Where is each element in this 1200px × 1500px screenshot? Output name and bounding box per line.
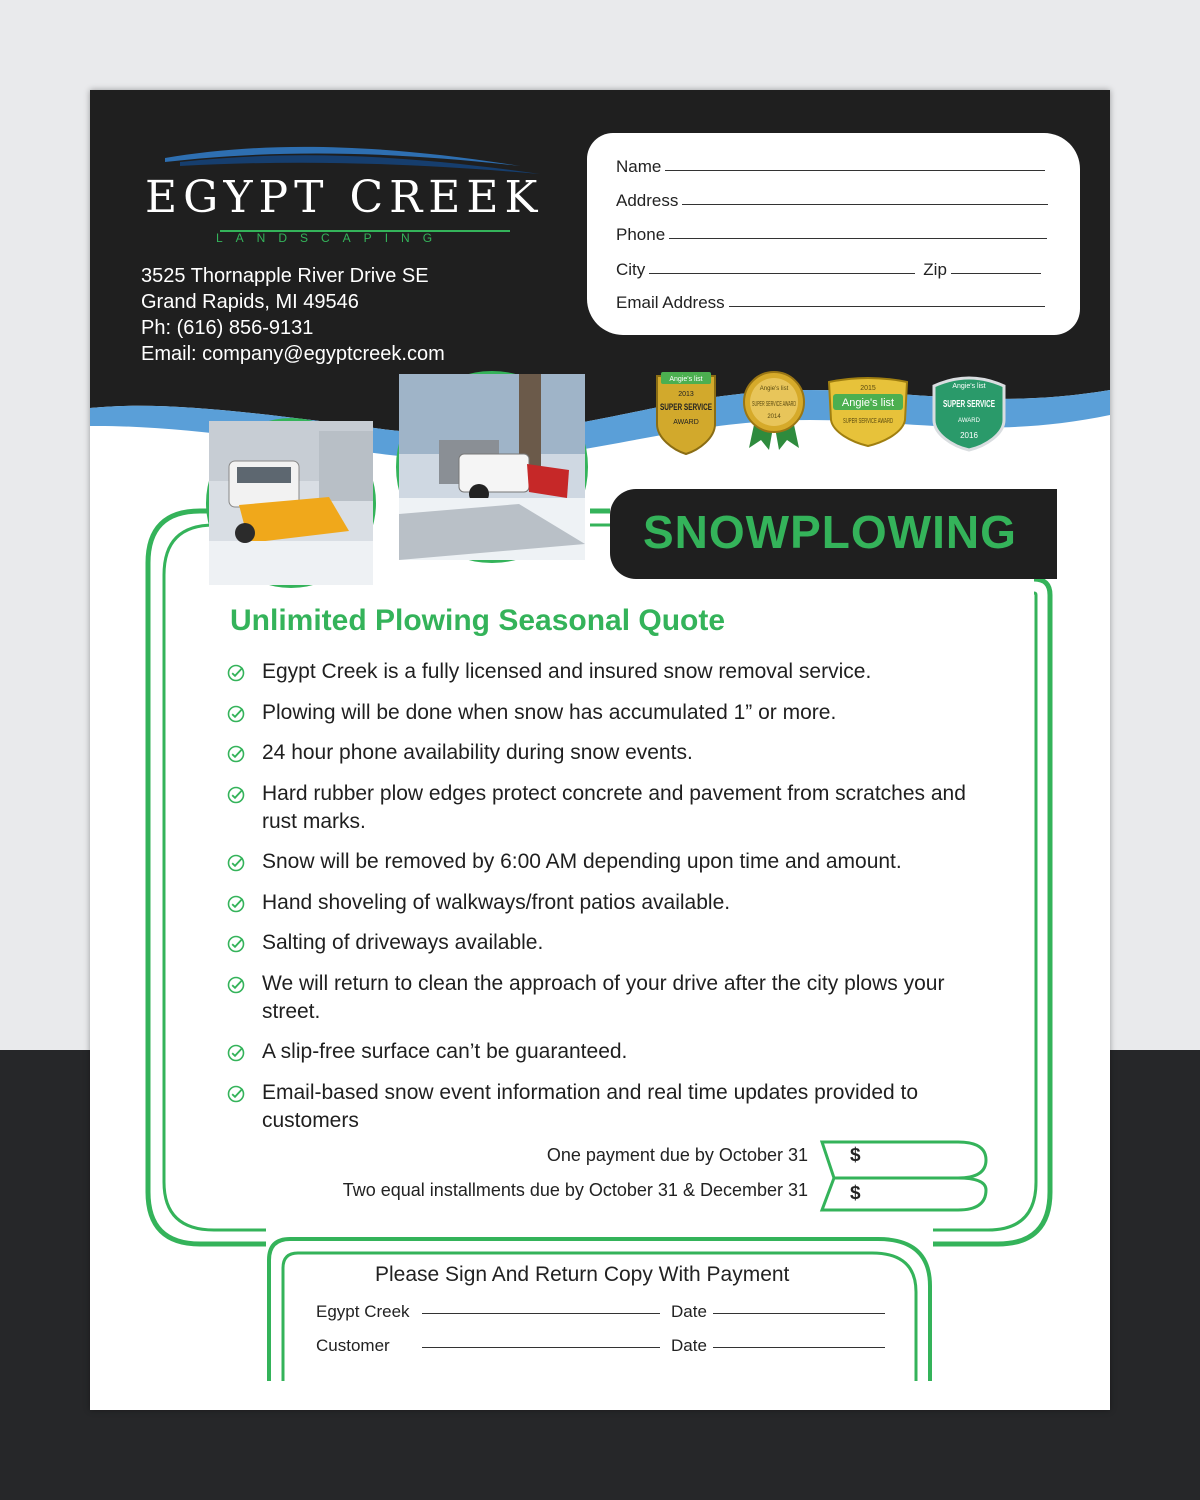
company-date-line[interactable] [713,1313,885,1314]
feature-text: A slip-free surface can’t be guaranteed. [262,1040,628,1063]
check-circle-icon [227,895,245,913]
check-circle-icon [227,705,245,723]
feature-text: Hand shoveling of walkways/front patios available. [262,890,731,914]
badge-4-bottom: AWARD [958,418,980,424]
snowplow-photo-2 [396,371,588,563]
list-item [227,739,987,767]
badge-4-main: SUPER SERVICE [943,399,996,410]
badge-4-year: 2016 [960,431,978,440]
feature-text: Salting of driveways available. [262,931,544,954]
check-circle-icon [227,935,245,953]
name-label: Name [616,157,662,176]
customer-signature-line[interactable] [422,1347,660,1348]
feature-text: We will return to clean the approach of your drive after the city plows your street. [262,971,945,1023]
company-signature-line[interactable] [422,1313,660,1314]
email-label: Email Address [616,293,725,312]
badge-2-year: 2014 [767,414,781,420]
list-item [227,1038,987,1066]
badge-1-year: 2013 [678,391,694,398]
phone-label: Phone [616,225,666,244]
feature-text: 24 hour phone availability during snow events. [262,741,693,764]
customer-signature-label: Customer [316,1336,390,1355]
payment-amount-box-1[interactable] [822,1142,986,1178]
phone-number: Ph: (616) 856-9131 [141,317,314,339]
company-date-label: Date [671,1302,707,1321]
list-item [227,970,987,1026]
list-item [227,699,987,727]
customer-date-label: Date [671,1336,707,1355]
quote-subtitle: Unlimited Plowing Seasonal Quote [230,604,726,637]
address-line-1: 3525 Thornapple River Drive SE [141,265,429,287]
logo-name: EGYPT CREEK [145,172,544,223]
badge-3-top: Angie's list [841,397,895,409]
badge-1-bottom: AWARD [673,419,699,426]
service-title-tab [610,489,1057,579]
check-circle-icon [227,786,245,804]
check-circle-icon [227,976,245,994]
check-circle-icon [227,1044,245,1062]
payment-option-1-label: One payment due by October 31 [546,1145,808,1165]
address-line-2: Grand Rapids, MI 49546 [141,291,359,313]
list-item [227,780,987,836]
feature-text: Egypt Creek is a fully licensed and insured snow removal service. [262,660,872,683]
feature-text: Snow will be removed by 6:00 AM depending upon time and amount. [262,850,902,873]
badge-3-main: SUPER SERVICE AWARD [843,418,893,425]
feature-text: Hard rubber plow edges protect concrete and pavement from scratches and rust marks. [262,781,966,833]
signature-title: Please Sign And Return Copy With Payment [375,1263,790,1286]
feature-text: Email-based snow event information and real time updates provided to customers [262,1080,919,1132]
currency-symbol-2: $ [850,1183,861,1204]
company-signature-label: Egypt Creek [316,1302,410,1321]
list-item [227,1079,987,1135]
check-circle-icon [227,854,245,872]
list-item [227,889,987,917]
currency-symbol-1: $ [850,1145,861,1166]
features-list [227,658,987,1147]
customer-date-line[interactable] [713,1347,885,1348]
logo-subtitle: LANDSCAPING [216,231,446,245]
feature-text: Plowing will be done when snow has accumulated 1” or more. [262,700,837,724]
address-label: Address [616,191,679,210]
badge-2-main: SUPER SERVICE AWARD [752,401,796,408]
check-circle-icon [227,1085,245,1103]
flyer-sheet [90,90,1110,1410]
payment-amount-boxes [818,1138,994,1214]
badge-2-top: Angie's list [759,386,789,392]
service-title: SNOWPLOWING [643,506,1017,558]
list-item [227,929,987,957]
badge-1-main: SUPER SERVICE [660,402,712,412]
plow-truck-image-2 [399,374,585,560]
list-item [227,658,987,686]
city-label: City [616,260,646,279]
payment-option-2-label: Two equal installments due by October 31 & December 31 [342,1180,808,1200]
badge-4-top: Angie's list [952,383,986,390]
payment-amount-box-2[interactable] [822,1178,986,1210]
zip-label: Zip [923,260,947,279]
email-address: Email: company@egyptcreek.com [141,343,445,365]
badge-1-top: Angie's list [669,376,703,383]
snowplow-photo-1 [206,418,376,588]
list-item [227,848,987,876]
check-circle-icon [227,745,245,763]
badge-3-year: 2015 [860,385,876,392]
plow-truck-image-1 [209,421,373,585]
check-circle-icon [227,664,245,682]
